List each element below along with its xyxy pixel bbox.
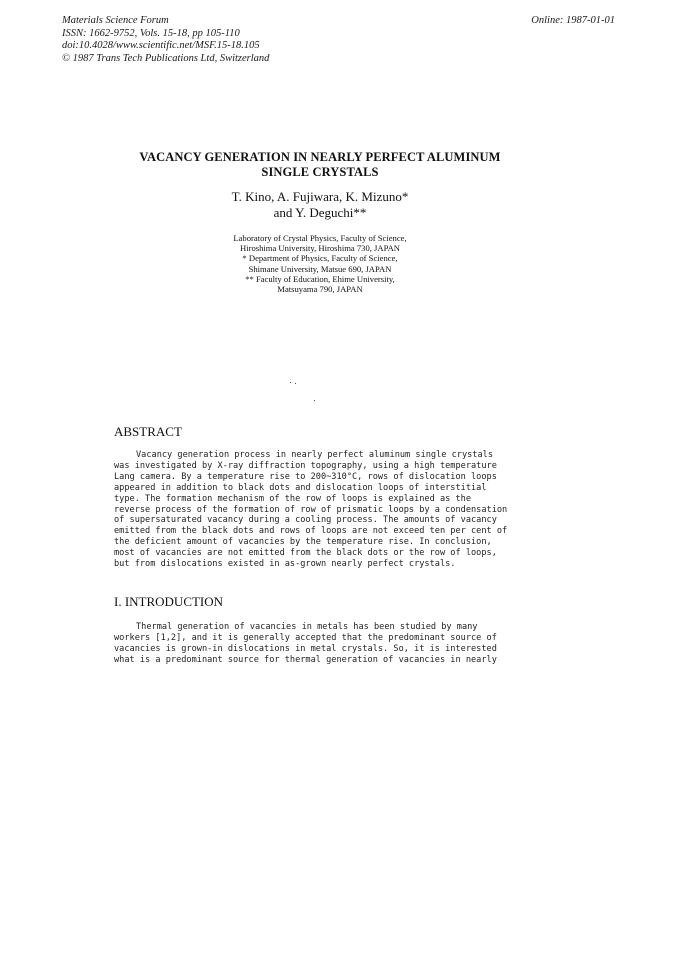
affiliation-line: Shimane University, Matsue 690, JAPAN (248, 263, 392, 274)
authors-line-1: T. Kino, A. Fujiwara, K. Mizuno* (231, 189, 409, 204)
text-line: type. The formation mechanism of the row of loops is explained as the (114, 493, 471, 504)
text-line: emitted from the black dots and rows of loops are not exceed ten per cent of (114, 526, 508, 537)
text-line: Lang camera. By a temperature rise to 200~310°C, rows of dislocation loops (114, 471, 497, 482)
doi-link[interactable]: doi:10.4028/www.scientific.net/MSF.15-18.105 (62, 40, 260, 51)
journal-name: Materials Science Forum (62, 15, 169, 26)
text-line: appeared in addition to black dots and dislocation loops of interstitial (114, 482, 487, 493)
text-line: Vacancy generation process in nearly perfect aluminum single crystals (136, 450, 493, 460)
affiliation-line: Matsuyama 790, JAPAN (277, 284, 363, 295)
text-line: workers [1,2], and it is generally accepted that the predominant source of (114, 632, 497, 643)
affiliation-line: Hiroshima University, Hiroshima 730, JAPAN (239, 243, 401, 254)
text-line: most of vacancies are not emitted from the black dots or the row of loops, (114, 548, 497, 559)
affiliation-line: ** Faculty of Education, Ehime University, (245, 273, 395, 284)
introduction-heading: I. INTRODUCTION (114, 594, 224, 609)
affiliation-line: Laboratory of Crystal Physics, Faculty of Science, (233, 233, 407, 243)
issn-line: ISSN: 1662-9752, Vols. 15-18, pp 105-110 (62, 27, 240, 39)
author-list (180, 189, 460, 221)
text-line: the deficient amount of vacancies by the temperature rise. In conclusion, (114, 537, 492, 548)
paper-title (100, 150, 540, 180)
affiliation-line: * Department of Physics, Faculty of Science, (242, 253, 398, 264)
abstract-text (114, 450, 507, 570)
title-line-2: SINGLE CRYSTALS (261, 165, 379, 179)
abstract-heading: ABSTRACT (114, 424, 182, 439)
introduction-text (114, 622, 497, 666)
title-line-1: VACANCY GENERATION IN NEARLY PERFECT ALUMINUM (139, 150, 501, 164)
online-date: Online: 1987-01-01 (531, 15, 615, 26)
text-line: reverse process of the formation of row of prismatic loops by a condensation (114, 504, 508, 515)
text-line: vacancies is grown-in dislocations in metal crystals. So, it is interested (114, 643, 497, 654)
text-line: was investigated by X-ray diffraction topography, using a high temperature (114, 460, 497, 471)
text-line: Thermal generation of vacancies in metals has been studied by many (136, 622, 478, 632)
page-header (62, 15, 269, 65)
text-line: but from dislocations existed in as-grown nearly perfect crystals. (114, 559, 456, 570)
affiliations (190, 233, 450, 294)
copyright-line: © 1987 Trans Tech Publications Ltd, Switzerland (62, 52, 270, 64)
authors-line-2: and Y. Deguchi** (273, 205, 367, 220)
text-line: of supersaturated vacancy during a cooling process. The amounts of vacancy (114, 515, 497, 526)
text-line: what is a predominant source for thermal generation of vacancies in nearly (114, 654, 497, 665)
